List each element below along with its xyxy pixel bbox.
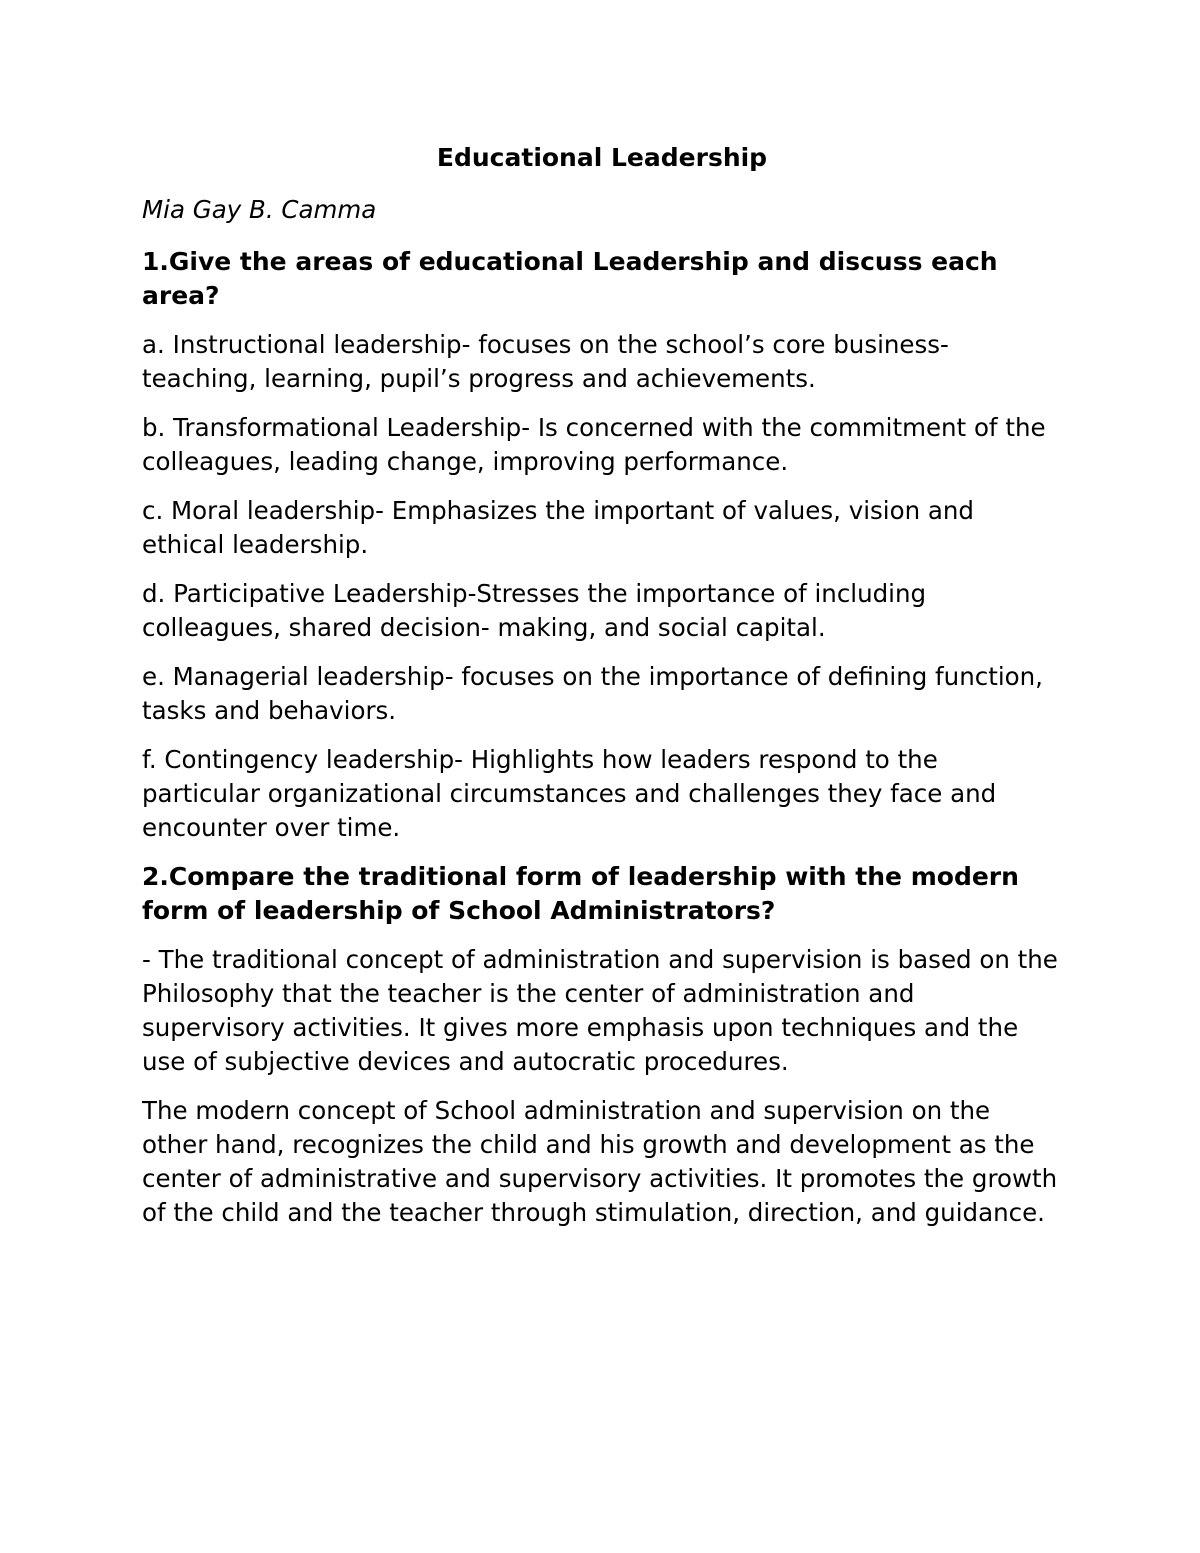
area-item-d: d. Participative Leadership-Stresses the importance of including colleagues, shared decision- making, and social capital.	[142, 579, 927, 642]
area-item-e: e. Managerial leadership- focuses on the importance of defining function, tasks and behaviors.	[142, 662, 1043, 725]
question-1: 1.Give the areas of educational Leadership and discuss each area?	[142, 247, 998, 310]
answer-2-modern: The modern concept of School administration and supervision on the other hand, recognizes the child and his growth and development as the center of administrative and supervisory activities. It promotes the growth of the child and the teacher through stimulation, direction, and guidance.	[142, 1096, 1058, 1227]
area-item-a: a. Instructional leadership- focuses on the school’s core business- teaching, learning, pupil’s progress and achievements.	[142, 330, 949, 393]
author-name: Mia Gay B. Camma	[142, 195, 377, 224]
answer-2-traditional: - The traditional concept of administration and supervision is based on the Philosophy that the teacher is the center of administration and supervisory activities. It gives more emphasis upon techniques and the use of subjective devices and autocratic procedures.	[142, 945, 1058, 1076]
area-item-c: c. Moral leadership- Emphasizes the important of values, vision and ethical leadership.	[142, 496, 974, 559]
document-title: Educational Leadership	[436, 143, 768, 172]
question-2: 2.Compare the traditional form of leadership with the modern form of leadership of School Administrators?	[142, 862, 1019, 925]
area-item-b: b. Transformational Leadership- Is concerned with the commitment of the colleagues, leading change, improving performance.	[142, 413, 1046, 476]
document-page	[142, 138, 1062, 1245]
area-item-f: f. Contingency leadership- Highlights how leaders respond to the particular organizational circumstances and challenges they face and encounter over time.	[142, 745, 997, 842]
